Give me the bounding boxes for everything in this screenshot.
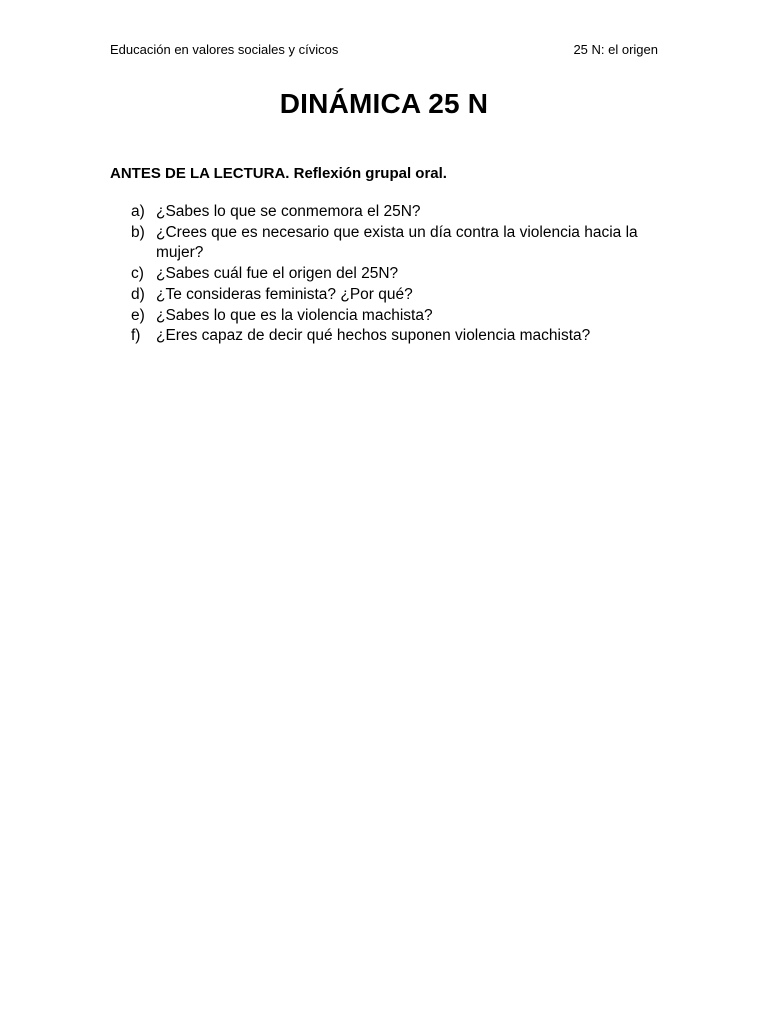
- question-letter: a): [131, 203, 145, 220]
- question-text: ¿Te consideras feminista? ¿Por qué?: [156, 285, 413, 303]
- question-item-e: [131, 306, 661, 327]
- question-item-b: [131, 223, 661, 264]
- question-letter: f): [131, 327, 141, 345]
- question-item-f: [131, 326, 661, 347]
- question-text: ¿Crees que es necesario que exista un día contra la violencia hacia la mujer?: [156, 223, 638, 262]
- question-letter: c): [131, 265, 144, 283]
- question-text: ¿Sabes cuál fue el origen del 25N?: [156, 265, 399, 283]
- question-text: ¿Sabes lo que es la violencia machista?: [156, 306, 433, 324]
- question-item-a: [131, 202, 661, 223]
- question-letter: b): [131, 223, 145, 241]
- question-letter: d): [131, 285, 145, 303]
- header-left-text: Educación en valores sociales y cívicos: [110, 42, 339, 57]
- header-right-text: 25 N: el origen: [573, 42, 658, 57]
- question-letter: e): [131, 306, 145, 324]
- page-title: DINÁMICA 25 N: [279, 88, 489, 119]
- section-heading: ANTES DE LA LECTURA. Reflexión grupal oral.: [110, 165, 447, 182]
- question-list: [131, 202, 661, 347]
- question-text: ¿Sabes lo que se conmemora el 25N?: [156, 203, 421, 220]
- page-header: [110, 42, 658, 58]
- question-item-c: [131, 264, 661, 285]
- question-item-d: [131, 285, 661, 306]
- question-text: ¿Eres capaz de decir qué hechos suponen violencia machista?: [156, 327, 591, 345]
